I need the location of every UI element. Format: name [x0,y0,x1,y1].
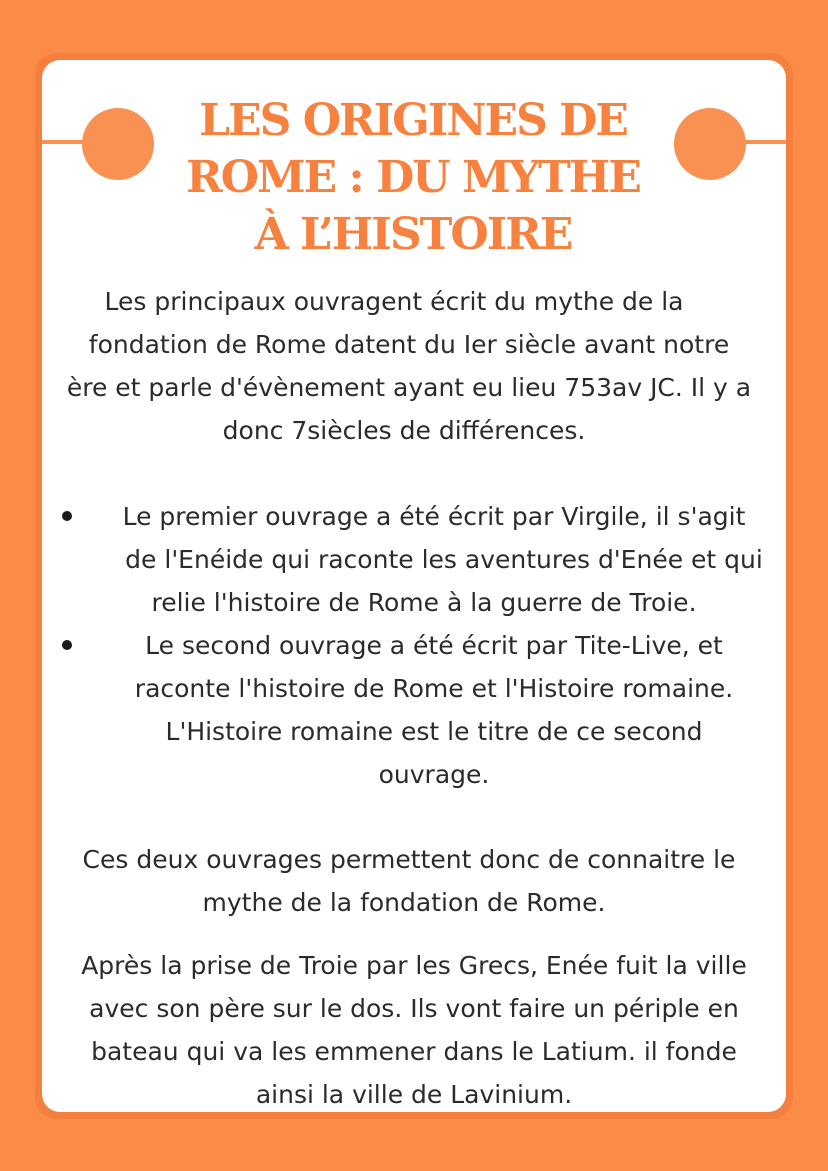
bullet-item [42,624,786,796]
conclusion-line: Ces deux ouvrages permettent donc de connaitre le [82,845,736,874]
bullet-line: de l'Enéide qui raconte les aventures d'Enée et qui [125,545,763,574]
intro-line: fondation de Rome datent du Ier siècle avant notre [88,330,730,359]
intro-paragraph [42,280,786,452]
bullet-line: L'Histoire romaine est le titre de ce second [165,717,703,746]
bullet-line: raconte l'histoire de Rome et l'Histoire romaine. [134,674,734,703]
bullet-list [42,495,786,796]
title-line: LES ORIGINES DE [199,95,627,146]
story-line: bateau qui va les emmener dans le Latium. il fonde [91,1037,737,1066]
bullet-line: ouvrage. [378,760,490,789]
intro-line: donc 7siècles de différences. [222,416,586,445]
title-line: À L’HISTOIRE [254,209,572,260]
bullet-item [42,495,786,624]
right-decorative-circle [674,108,746,180]
intro-line: Les principaux ouvragent écrit du mythe de la [104,287,684,316]
bullet-line: Le premier ouvrage a été écrit par Virgile, il s'agit [122,502,746,531]
conclusion-line: mythe de la fondation de Rome. [202,888,606,917]
story-line: avec son père sur le dos. Ils vont faire un périple en [89,994,739,1023]
intro-line: ère et parle d'évènement ayant eu lieu 753av JC. Il y a [66,373,752,402]
story-paragraph [42,944,786,1116]
story-line: Après la prise de Troie par les Grecs, Enée fuit la ville [81,951,747,980]
conclusion-paragraph [42,838,786,924]
left-decorative-circle [82,108,154,180]
bullet-line: relie l'histoire de Rome à la guerre de Troie. [151,588,697,617]
page-title [170,92,656,263]
story-line: ainsi la ville de Lavinium. [255,1080,573,1109]
title-line: ROME : DU MYTHE [186,152,640,203]
bullet-line: Le second ouvrage a été écrit par Tite-Live, et [145,631,723,660]
